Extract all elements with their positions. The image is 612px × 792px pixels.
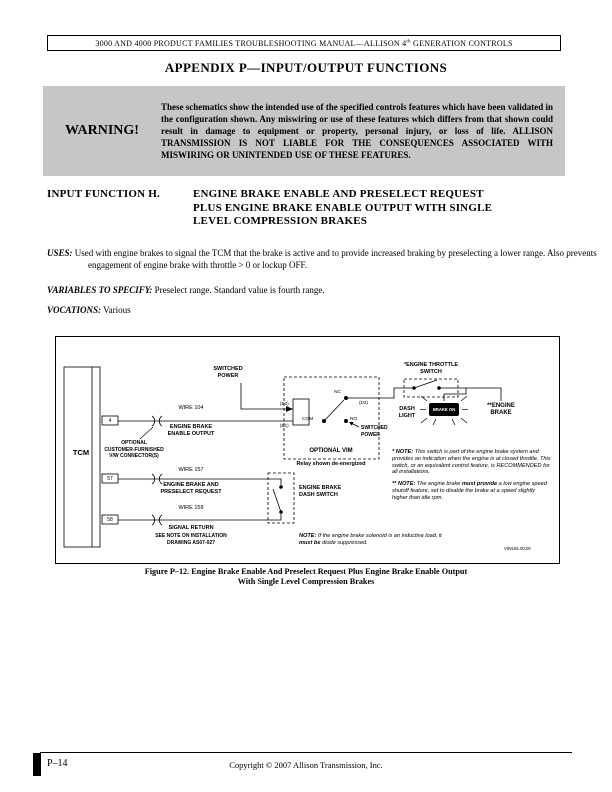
variables-text: Preselect range. Standard value is fourth range. xyxy=(154,285,325,295)
wire-157-label: WIRE 157 xyxy=(178,467,204,473)
optional-vim-label: OPTIONAL VIM xyxy=(309,448,353,454)
relay-deenergized-note: Relay shown de-energized xyxy=(296,461,366,467)
footnote-diode-post: diode suppressed. xyxy=(320,539,368,546)
manual-header-superscript: th xyxy=(406,39,411,45)
function-heading xyxy=(47,188,567,229)
relay-pin-d2-label: (D2) xyxy=(359,400,368,405)
warning-label: WARNING! xyxy=(65,123,139,138)
footnote-diode-pre: If the engine brake solenoid is an inductive load, it xyxy=(317,533,442,539)
footnote-engine-brake-label: ** NOTE: xyxy=(392,481,416,487)
wire-158-line xyxy=(118,514,281,520)
vocations-text: Various xyxy=(103,305,131,315)
footnote-engine-brake-bold: must provide xyxy=(461,481,498,487)
switched-power-top-label-line2: POWER xyxy=(217,372,239,379)
function-title xyxy=(193,188,567,229)
wire-158-label: WIRE 158 xyxy=(178,505,204,511)
figure-caption xyxy=(0,567,612,587)
switched-power-top-label-line1: SWITCHED xyxy=(213,366,243,372)
footnote-engine-brake-post: a low engine speed shutoff feature, set to disable the brake at a speed slightly higher than idle rpm. xyxy=(392,481,547,501)
footnote-diode-bold: must be xyxy=(299,539,321,546)
footnote-throttle-switch-label: * NOTE: xyxy=(392,449,414,455)
wire-104-name-line1: ENGINE BRAKE xyxy=(169,424,213,430)
footnote-engine-brake-pre: The engine brake xyxy=(416,481,462,487)
dash-light-label-line2: LIGHT xyxy=(398,412,416,419)
footnote-diode-label: NOTE: xyxy=(299,533,317,539)
connector-label-line1: OPTIONAL xyxy=(121,440,147,446)
relay-pin-b1-label: (B1) xyxy=(280,423,289,428)
footnote-throttle-switch xyxy=(392,449,552,476)
switched-power-relay-label-line1: SWITCHED xyxy=(361,425,388,431)
vocations-label: VOCATIONS: xyxy=(47,305,102,315)
schematic-figure xyxy=(55,336,560,564)
relay-pin-e2-label: (E2) xyxy=(280,400,289,406)
output-wiring xyxy=(444,388,501,401)
wire-158-note-line1: SEE NOTE ON INSTALLATION xyxy=(155,533,227,539)
wire-158-name: SIGNAL RETURN xyxy=(168,525,214,531)
footnote-engine-brake xyxy=(392,481,552,501)
tcm-pin-58: 58 xyxy=(107,516,113,523)
variables-paragraph xyxy=(47,284,559,296)
manual-header-suffix: GENERATION CONTROLS xyxy=(410,39,513,48)
page-title: APPENDIX P—INPUT/OUTPUT FUNCTIONS xyxy=(164,60,448,75)
throttle-switch-label-line1: *ENGINE THROTTLE xyxy=(403,362,459,368)
warning-box xyxy=(43,86,565,176)
inline-connector-icon xyxy=(140,416,162,525)
wire-158-note-line2: DRAWING AS07-027 xyxy=(167,539,215,546)
drawing-number: V09165.00.00 xyxy=(504,546,531,551)
vocations-paragraph xyxy=(47,304,559,316)
uses-label: USES: xyxy=(47,248,73,258)
figure-caption-line2: With Single Level Compression Brakes xyxy=(237,577,375,586)
figure-caption-line1: Figure P–12. Engine Brake Enable And Preselect Request Plus Engine Brake Enable Output xyxy=(144,567,468,576)
dash-light-label-line1: DASH xyxy=(399,406,415,412)
vim-relay-shape xyxy=(241,377,404,459)
relay-no-label: NO xyxy=(350,417,358,422)
footnote-diode xyxy=(299,533,449,547)
brake-on-indicator: BRAKE ON xyxy=(429,403,459,416)
connector-label-line2: CUSTOMER-FURNISHED xyxy=(104,446,164,453)
variables-label: VARIABLES TO SPECIFY: xyxy=(47,285,153,295)
dash-switch-label-line2: DASH SWITCH xyxy=(299,491,338,498)
dash-switch-label-line1: ENGINE BRAKE xyxy=(299,485,342,491)
relay-com-label: COM xyxy=(302,417,314,422)
wire-157-name-line2: PRESELECT REQUEST xyxy=(160,488,222,495)
footnote-throttle-switch-text: This switch is part of the engine brake system and provides an indication when the engine is at closed throttle. This switch, or an equivalent control feature, is RECOMMENDED for all installations. xyxy=(392,449,551,476)
tcm-pin-4: 4 xyxy=(108,417,112,424)
wire-104-name-line2: ENABLE OUTPUT xyxy=(167,430,215,437)
manual-header-text: 3000 AND 4000 PRODUCT FAMILIES TROUBLESHOOTING MANUAL—ALLISON 4 xyxy=(95,39,407,48)
manual-header-bar xyxy=(47,35,561,51)
function-label: INPUT FUNCTION H. xyxy=(47,188,160,200)
page-number: P–14 xyxy=(47,758,68,769)
connector-label-line3: V/W CONNECTOR(S) xyxy=(109,453,159,459)
function-title-line2: PLUS ENGINE BRAKE ENABLE OUTPUT WITH SINGLE xyxy=(193,201,493,214)
footer-rule xyxy=(40,752,572,753)
wire-104-label: WIRE 104 xyxy=(178,405,204,411)
warning-text: These schematics show the intended use of the specified controls features which have been validated in the configuration shown. Any miswiring or use of these features which differs from that shown could result in damage to equipment or property, personal injury, or loss of life. ALLISON TRANSMISSION IS NOT LIABLE FOR THE CONSEQUENCES ASSOCIATED WITH MISWIRING OR UNINTENDED USE OF THESE FEATURES. xyxy=(161,102,553,160)
engine-brake-label-line2: BRAKE xyxy=(490,410,512,416)
function-title-line1: ENGINE BRAKE ENABLE AND PRESELECT REQUEST xyxy=(193,188,484,200)
switched-power-relay-label-line2: POWER xyxy=(361,431,380,438)
function-title-line3: LEVEL COMPRESSION BRAKES xyxy=(193,215,368,227)
wire-157-name-line1: ENGINE BRAKE AND xyxy=(163,482,219,488)
engine-brake-label-line1: **ENGINE xyxy=(487,403,515,409)
uses-paragraph xyxy=(47,247,600,271)
throttle-switch-label-line2: SWITCH xyxy=(420,368,442,375)
relay-nc-label: NC xyxy=(334,390,341,395)
copyright-text: Copyright © 2007 Allison Transmission, Inc. xyxy=(229,760,383,770)
uses-text: Used with engine brakes to signal the TCM that the brake is active and to provide increased braking by preselecting a lower range. Also prevents engagement of engine brake with throttle > 0 or lockup OFF. xyxy=(74,248,597,270)
tcm-label: TCM xyxy=(72,448,90,457)
tcm-pin-57: 57 xyxy=(107,475,113,482)
